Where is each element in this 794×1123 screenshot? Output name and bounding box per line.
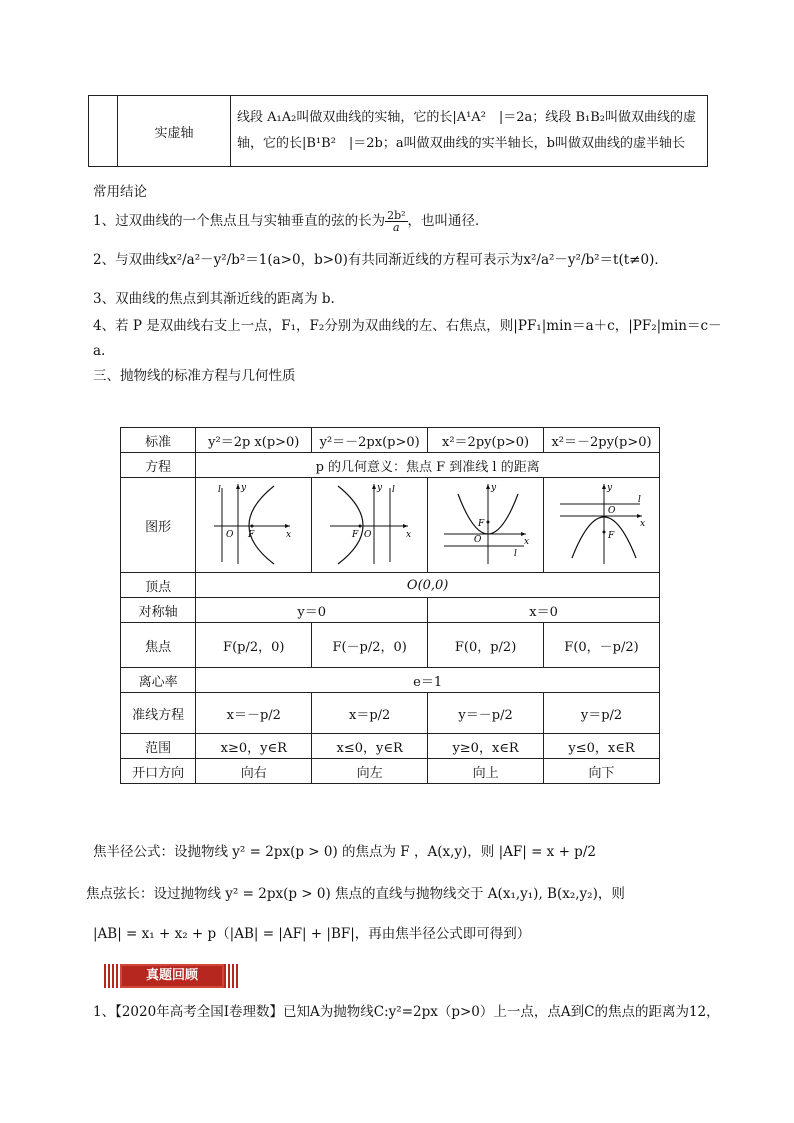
svg-text:x: x: [639, 519, 645, 529]
directrix-2: x＝p/2: [312, 693, 428, 734]
range-1: x≥0，y∈R: [196, 734, 312, 759]
axis-y0: y＝0: [196, 598, 428, 623]
row-label-open: 开口方向: [121, 759, 196, 784]
conclusion-4-line2: a.: [93, 343, 106, 359]
svg-text:F: F: [351, 530, 358, 540]
row-label-fig: 图形: [121, 478, 196, 573]
open-1: 向右: [196, 759, 312, 784]
row-label-vertex: 顶点: [121, 573, 196, 598]
row-label-std: 标准: [121, 428, 196, 453]
figure-up: [428, 478, 544, 573]
focal-chord-line2: |AB| = x₁ + x₂ + p（|AB| = |AF| + |BF|，再由焦半径公式即可得到）: [93, 926, 531, 942]
open-4: 向下: [544, 759, 660, 784]
range-2: x≤0，y∈R: [312, 734, 428, 759]
range-3: y≥0，x∈R: [428, 734, 544, 759]
svg-text:x: x: [523, 537, 529, 547]
hyperbola-axis-table: [88, 95, 708, 167]
conclusion-4-line1: 4、若 P 是双曲线右支上一点，F₁，F₂分别为双曲线的左、右焦点，则|PF₁|min＝a＋c，|PF₂|min＝c－: [93, 318, 722, 334]
focal-chord-line1: 焦点弦长：设过抛物线 y² = 2px(p > 0) 焦点的直线与抛物线交于 A(x₁,y₁), B(x₂,y₂)，则: [86, 886, 625, 902]
eq-2: y²＝－2px(p>0): [312, 428, 428, 453]
conclusion-2: 2、与双曲线x²/a²－y²/b²＝1(a>0，b>0)有共同渐近线的方程可表示为x²/a²－y²/b²＝t(t≠0)．: [93, 252, 668, 268]
figure-down: [544, 478, 660, 573]
focus-2: F(－p/2，0): [312, 623, 428, 668]
open-3: 向上: [428, 759, 544, 784]
svg-text:l: l: [217, 485, 221, 495]
focus-4: F(0，－p/2): [544, 623, 660, 668]
svg-text:l: l: [391, 485, 395, 495]
axis-desc-cell: 线段 A₁A₂叫做双曲线的实轴，它的长|A¹A² |＝2a；线段 B₁B₂叫做双曲线的虚轴，它的长|B¹B² |＝2b；a叫做双曲线的实半轴长，b叫做双曲线的虚半轴长: [231, 96, 708, 167]
eq-4: x²＝－2py(p>0): [544, 428, 660, 453]
svg-text:y: y: [376, 483, 382, 493]
parabola-left-figure: [320, 480, 420, 566]
svg-text:x: x: [285, 530, 291, 540]
svg-text:y: y: [490, 483, 496, 493]
axis-label-cell: 实虚轴: [118, 96, 231, 167]
focal-radius-formula: 焦半径公式：设抛物线 y² = 2px(p > 0) 的焦点为 F ，A(x,y)，则 |AF| = x + p/2: [93, 844, 596, 860]
axis-x0: x＝0: [428, 598, 660, 623]
directrix-3: y＝－p/2: [428, 693, 544, 734]
latus-rectum-fraction: $\frac{\text{2b²}}{a}$: [387, 209, 406, 234]
review-badge: 真题回顾: [120, 964, 224, 988]
svg-text:y: y: [240, 483, 246, 493]
directrix-1: x＝－p/2: [196, 693, 312, 734]
svg-text:F: F: [247, 530, 255, 540]
svg-text:l: l: [637, 495, 641, 505]
vertex-value: O(0,0): [196, 573, 660, 598]
parabola-table: [120, 427, 660, 784]
directrix-4: y＝p/2: [544, 693, 660, 734]
focus-1: F(p/2，0): [196, 623, 312, 668]
row-label-range: 范围: [121, 734, 196, 759]
figure-right: [196, 478, 312, 573]
svg-text:F: F: [607, 531, 614, 541]
conclusion-1: 1、过双曲线的一个焦点且与实轴垂直的弦的长为 $\frac{\text{2b²}}{a}$ ，也叫通径．: [93, 209, 489, 234]
question-1: 1、【2020年高考全国Ⅰ卷理数】已知A为抛物线C:y²=2px（p>0）上一点，点A到C的焦点的距离为12，: [93, 1004, 720, 1020]
svg-text:O: O: [473, 535, 481, 545]
row-label-axis: 对称轴: [121, 598, 196, 623]
open-2: 向左: [312, 759, 428, 784]
svg-text:F: F: [477, 519, 484, 529]
svg-text:l: l: [513, 549, 517, 559]
section-3-title: 三、抛物线的标准方程与几何性质: [93, 368, 296, 384]
parabola-down-figure: [552, 480, 652, 566]
conclusions-heading: 常用结论: [93, 184, 147, 200]
svg-text:y: y: [606, 483, 612, 493]
svg-text:O: O: [363, 530, 372, 540]
svg-text:x: x: [405, 530, 411, 540]
row-label-eq: 方程: [121, 453, 196, 478]
parabola-up-figure: [436, 480, 536, 566]
svg-text:O: O: [225, 530, 234, 540]
range-4: y≤0，x∈R: [544, 734, 660, 759]
focus-3: F(0，p/2): [428, 623, 544, 668]
svg-text:O: O: [607, 506, 615, 516]
ecc-value: e＝1: [196, 668, 660, 693]
conclusion-3: 3、双曲线的焦点到其渐近线的距离为 b.: [93, 291, 335, 307]
eq-3: x²＝2py(p>0): [428, 428, 544, 453]
parabola-right-figure: [204, 480, 304, 566]
figure-left: [312, 478, 428, 573]
p-meaning: p 的几何意义：焦点 F 到准线 l 的距离: [196, 453, 660, 478]
row-label-ecc: 离心率: [121, 668, 196, 693]
eq-1: y²＝2p x(p>0): [196, 428, 312, 453]
blank-cell: [89, 96, 118, 167]
row-label-directrix: 准线方程: [121, 693, 196, 734]
row-label-focus: 焦点: [121, 623, 196, 668]
